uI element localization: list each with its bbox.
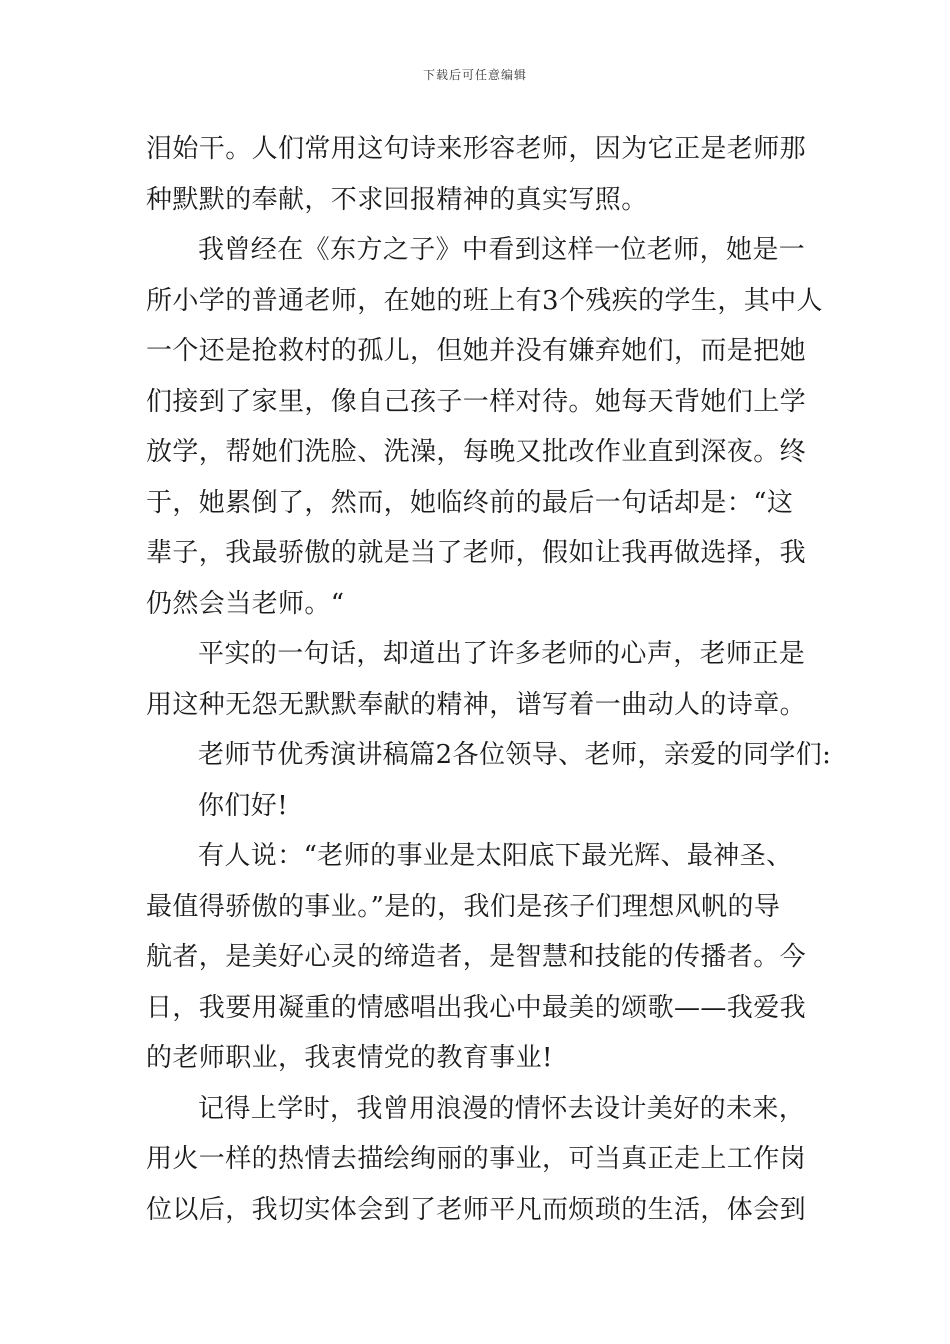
- text-line: 所小学的普通老师，在她的班上有3个残疾的学生，其中人: [146, 285, 823, 316]
- text-line: 用这种无怨无默默奉献的精神，谱写着一曲动人的诗章。: [146, 689, 807, 720]
- text-line: 辈子，我最骄傲的就是当了老师，假如让我再做选择，我: [146, 538, 807, 568]
- text-line: 我曾经在《东方之子》中看到这样一位老师，她是一: [198, 235, 806, 265]
- text-line: 记得上学时，我曾用浪漫的情怀去设计美好的未来，: [198, 1093, 806, 1124]
- text-line: 一个还是抢救村的孤儿，但她并没有嫌弃她们，而是把她: [146, 336, 807, 366]
- text-line: 你们好!: [198, 790, 289, 821]
- text-line: 日，我要用凝重的情感唱出我心中最美的颂歌——我爱我: [146, 992, 807, 1023]
- text-line: 放学，帮她们洗脸、洗澡，每晚又批改作业直到深夜。终: [146, 437, 807, 467]
- text-line: 平实的一句话，却道出了许多老师的心声，老师正是: [198, 639, 806, 669]
- header-note: 下载后可任意编辑: [422, 68, 527, 82]
- text-line: 位以后，我切实体会到了老师平凡而烦琐的生活，体会到: [146, 1194, 807, 1225]
- body-text: [146, 124, 832, 1235]
- text-line: 用火一样的热情去描绘绚丽的事业，可当真正走上工作岗: [146, 1144, 807, 1174]
- text-line: 泪始干。人们常用这句诗来形容老师，因为它正是老师那: [146, 134, 807, 164]
- text-line: 最值得骄傲的事业。”是的，我们是孩子们理想风帆的导: [146, 891, 781, 922]
- text-line: 航者，是美好心灵的缔造者，是智慧和技能的传播者。今: [146, 942, 807, 972]
- text-line: 有人说：“老师的事业是太阳底下最光辉、最神圣、: [198, 841, 793, 871]
- text-line: 老师节优秀演讲稿篇2各位领导、老师，亲爱的同学们:: [198, 740, 832, 770]
- text-line: 的老师职业，我衷情党的教育事业!: [146, 1043, 553, 1073]
- text-line: 们接到了家里，像自己孩子一样对待。她每天背她们上学: [146, 386, 807, 417]
- text-line: 于，她累倒了，然而，她临终前的最后一句话却是：“这: [146, 487, 794, 518]
- text-line: 种默默的奉献，不求回报精神的真实写照。: [146, 184, 648, 215]
- text-line: 仍然会当老师。“: [146, 588, 345, 619]
